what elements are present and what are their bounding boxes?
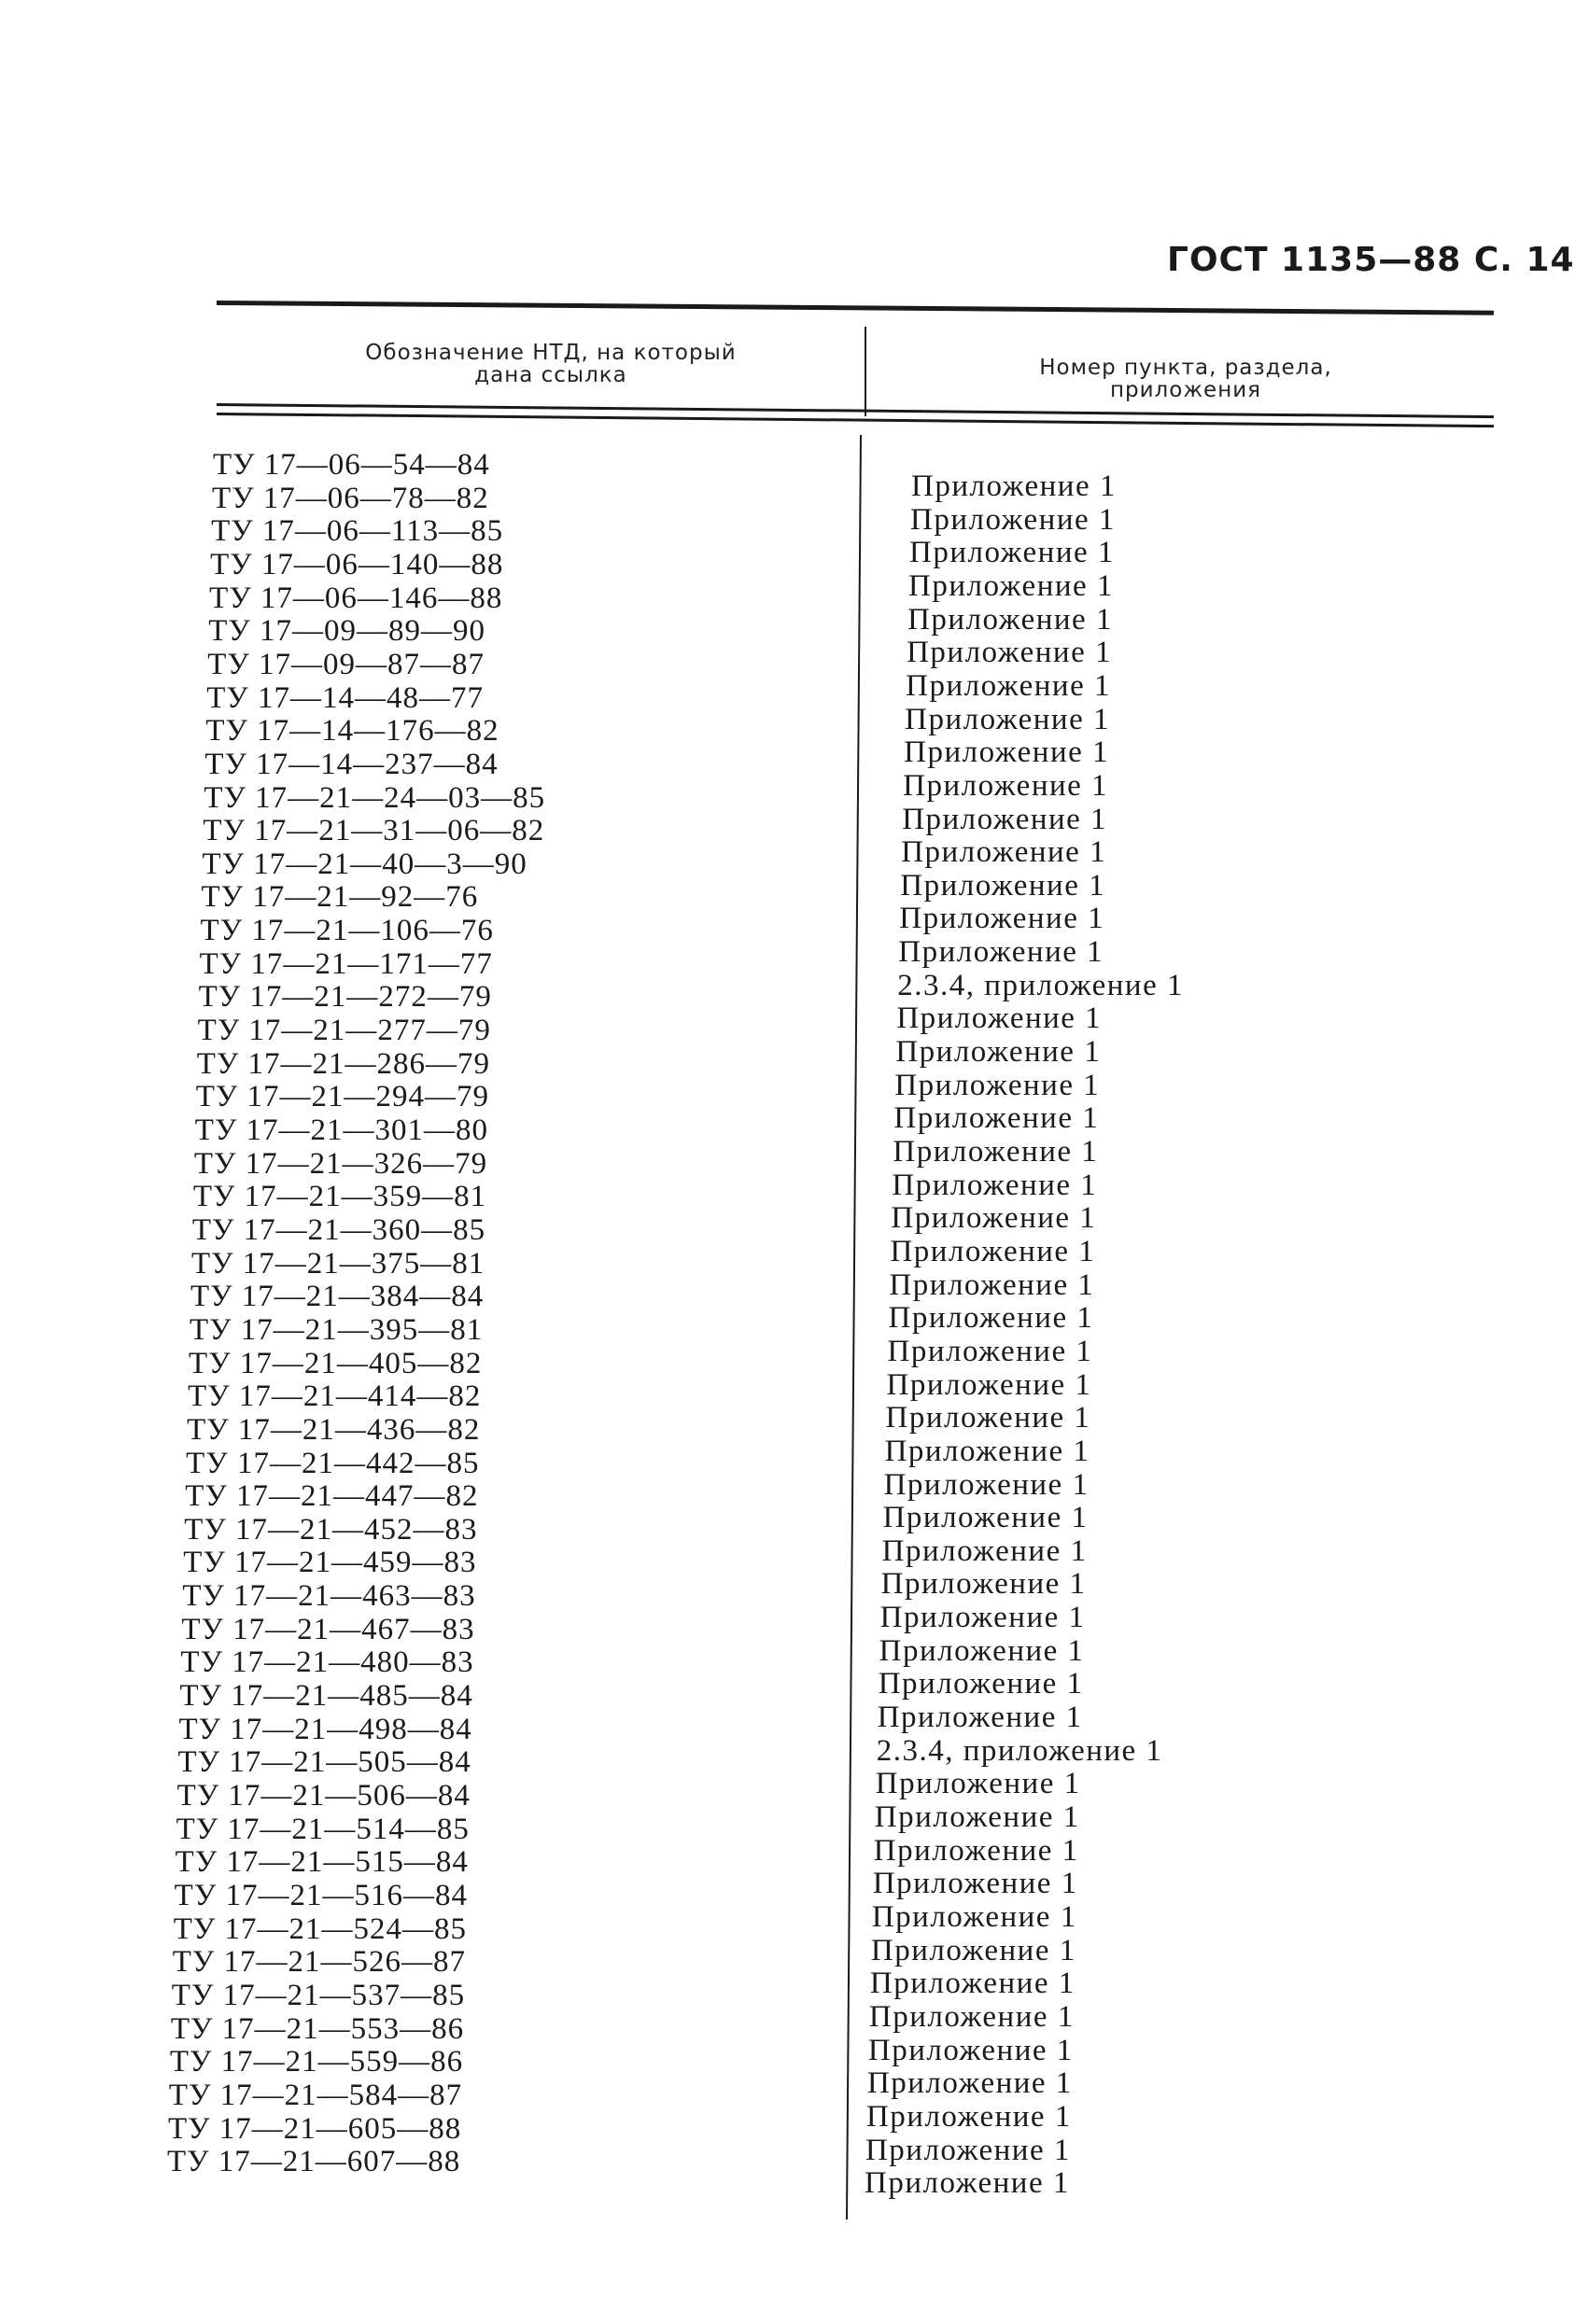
section-reference: Приложение 1	[879, 1601, 1086, 1635]
column-header-section-line-2: приложения	[1109, 378, 1262, 402]
section-reference: Приложение 1	[883, 1467, 1090, 1502]
reference-designation: ТУ 17—21—607—88	[167, 2145, 461, 2179]
column-header-reference-line-1: Обозначение НТД, на который	[365, 341, 737, 365]
reference-designation: ТУ 17—21—514—85	[176, 1812, 470, 1846]
reference-designation: ТУ 17—14—48—77	[206, 680, 485, 715]
reference-designation: ТУ 17—21—467—83	[181, 1612, 475, 1646]
reference-designation: ТУ 17—21—272—79	[198, 980, 492, 1015]
reference-designation: ТУ 17—21—553—86	[170, 2011, 465, 2046]
section-reference: Приложение 1	[899, 902, 1105, 936]
section-reference: Приложение 1	[910, 502, 1116, 537]
reference-designation: ТУ 17—21—277—79	[197, 1014, 491, 1048]
section-reference: Приложение 1	[908, 568, 1114, 603]
section-reference: Приложение 1	[868, 1999, 1075, 2034]
section-reference: Приложение 1	[907, 602, 1113, 637]
reference-designation: ТУ 17—21—171—77	[199, 946, 493, 981]
section-reference: Приложение 1	[874, 1800, 1080, 1834]
reference-designation: ТУ 17—21—524—85	[173, 1911, 467, 1946]
section-reference: Приложение 1	[904, 735, 1110, 770]
reference-designation: ТУ 17—06—146—88	[209, 581, 503, 615]
section-reference: Приложение 1	[880, 1567, 1087, 1602]
section-reference: Приложение 1	[903, 768, 1109, 803]
reference-designation: ТУ 17—21—537—85	[171, 1978, 466, 2012]
section-reference: Приложение 1	[865, 2099, 1072, 2134]
reference-designation: ТУ 17—21—405—82	[189, 1346, 483, 1380]
section-reference: Приложение 1	[888, 1301, 1094, 1336]
section-reference: Приложение 1	[878, 1667, 1084, 1701]
reference-designation: ТУ 17—21—463—83	[182, 1579, 476, 1614]
section-reference: Приложение 1	[866, 2066, 1073, 2101]
reference-designation: ТУ 17—09—89—90	[208, 614, 485, 649]
reference-designation: ТУ 17—21—384—84	[190, 1280, 485, 1314]
reference-designation: ТУ 17—21—452—83	[184, 1512, 478, 1547]
section-reference: Приложение 1	[890, 1234, 1096, 1268]
section-reference: Приложение 1	[884, 1434, 1090, 1468]
section-reference: Приложение 1	[872, 1867, 1078, 1901]
section-reference: Приложение 1	[900, 868, 1106, 903]
reference-designation: ТУ 17—21—498—84	[178, 1712, 472, 1746]
section-reference: Приложение 1	[891, 1201, 1097, 1236]
column-header-section-line-1: Номер пункта, раздела,	[1039, 356, 1332, 380]
section-reference: Приложение 1	[892, 1168, 1098, 1202]
section-reference: Приложение 1	[886, 1367, 1092, 1402]
reference-designation: ТУ 17—09—87—87	[207, 647, 485, 681]
section-reference: Приложение 1	[901, 835, 1107, 870]
reference-designation: ТУ 17—21—286—79	[196, 1046, 490, 1081]
reference-designation: ТУ 17—21—526—87	[172, 1945, 467, 1980]
reference-designation: ТУ 17—21—395—81	[190, 1312, 484, 1347]
reference-designation: ТУ 17—21—294—79	[195, 1080, 490, 1114]
section-reference: Приложение 1	[867, 2033, 1074, 2067]
section-reference: Приложение 1	[873, 1833, 1079, 1868]
section-reference: Приложение 1	[898, 935, 1104, 970]
reference-designation: ТУ 17—21—584—87	[168, 2078, 463, 2112]
reference-designation: ТУ 17—21—31—06—82	[203, 814, 545, 848]
reference-designation: ТУ 17—21—360—85	[191, 1212, 486, 1247]
section-reference: Приложение 1	[870, 1933, 1076, 1967]
section-reference: Приложение 1	[889, 1267, 1095, 1302]
reference-designation: ТУ 17—21—106—76	[200, 914, 494, 948]
reference-designation: ТУ 17—21—92—76	[201, 880, 479, 915]
section-reference: Приложение 1	[881, 1533, 1088, 1568]
section-reference: Приложение 1	[865, 2133, 1071, 2167]
section-reference: 2.3.4, приложение 1	[876, 1733, 1163, 1768]
section-reference: Приложение 1	[885, 1401, 1091, 1435]
section-reference: Приложение 1	[905, 702, 1110, 736]
section-reference: Приложение 1	[893, 1101, 1100, 1136]
reference-designation: ТУ 17—06—140—88	[210, 547, 504, 581]
column-header-reference-line-2: дана ссылка	[474, 363, 627, 387]
reference-designation: ТУ 17—21—506—84	[176, 1779, 471, 1813]
reference-designation: ТУ 17—21—515—84	[175, 1845, 469, 1880]
section-reference: Приложение 1	[902, 802, 1108, 836]
reference-designation: ТУ 17—21—505—84	[177, 1745, 471, 1780]
reference-designation: ТУ 17—21—559—86	[169, 2045, 464, 2079]
reference-designation: ТУ 17—21—375—81	[190, 1246, 485, 1281]
reference-designation: ТУ 17—21—40—3—90	[202, 847, 527, 881]
section-reference: Приложение 1	[896, 1001, 1103, 1036]
reference-designation: ТУ 17—21—442—85	[186, 1446, 480, 1480]
reference-designation: ТУ 17—21—480—83	[180, 1645, 474, 1680]
section-reference: Приложение 1	[877, 1701, 1083, 1735]
reference-designation: ТУ 17—21—459—83	[183, 1546, 477, 1580]
reference-designation: ТУ 17—21—414—82	[188, 1379, 482, 1414]
section-reference: Приложение 1	[911, 469, 1117, 503]
section-reference: 2.3.4, приложение 1	[897, 968, 1184, 1002]
reference-designation: ТУ 17—14—176—82	[205, 714, 499, 749]
section-reference: Приложение 1	[906, 668, 1111, 703]
section-reference: Приложение 1	[882, 1501, 1089, 1535]
section-reference: Приложение 1	[865, 2166, 1070, 2201]
reference-designation: ТУ 17—21—359—81	[192, 1180, 487, 1214]
reference-designation: ТУ 17—21—326—79	[193, 1146, 488, 1181]
reference-designation: ТУ 17—14—237—84	[204, 747, 499, 781]
section-reference: Приложение 1	[895, 1035, 1102, 1070]
section-reference: Приложение 1	[869, 1967, 1076, 2001]
reference-designation: ТУ 17—21—516—84	[174, 1878, 468, 1912]
section-reference: Приложение 1	[907, 636, 1112, 670]
section-reference: Приложение 1	[909, 536, 1115, 570]
reference-designation: ТУ 17—21—436—82	[187, 1412, 481, 1447]
section-reference: Приложение 1	[887, 1334, 1093, 1368]
section-reference: Приложение 1	[879, 1633, 1085, 1668]
document-code-header: ГОСТ 1135—88 С. 14	[1167, 241, 1575, 279]
reference-designation: ТУ 17—21—301—80	[194, 1113, 489, 1147]
section-reference: Приложение 1	[875, 1767, 1081, 1801]
reference-designation: ТУ 17—21—485—84	[179, 1679, 473, 1714]
reference-designation: ТУ 17—21—605—88	[167, 2111, 462, 2146]
reference-designation: ТУ 17—06—113—85	[211, 514, 504, 549]
reference-designation: ТУ 17—06—54—84	[213, 448, 490, 482]
section-reference: Приложение 1	[894, 1068, 1101, 1102]
reference-designation: ТУ 17—21—447—82	[185, 1479, 479, 1514]
section-reference: Приложение 1	[871, 1899, 1077, 1934]
reference-designation: ТУ 17—06—78—82	[212, 481, 489, 515]
section-reference: Приложение 1	[893, 1135, 1099, 1169]
reference-designation: ТУ 17—21—24—03—85	[204, 780, 546, 815]
